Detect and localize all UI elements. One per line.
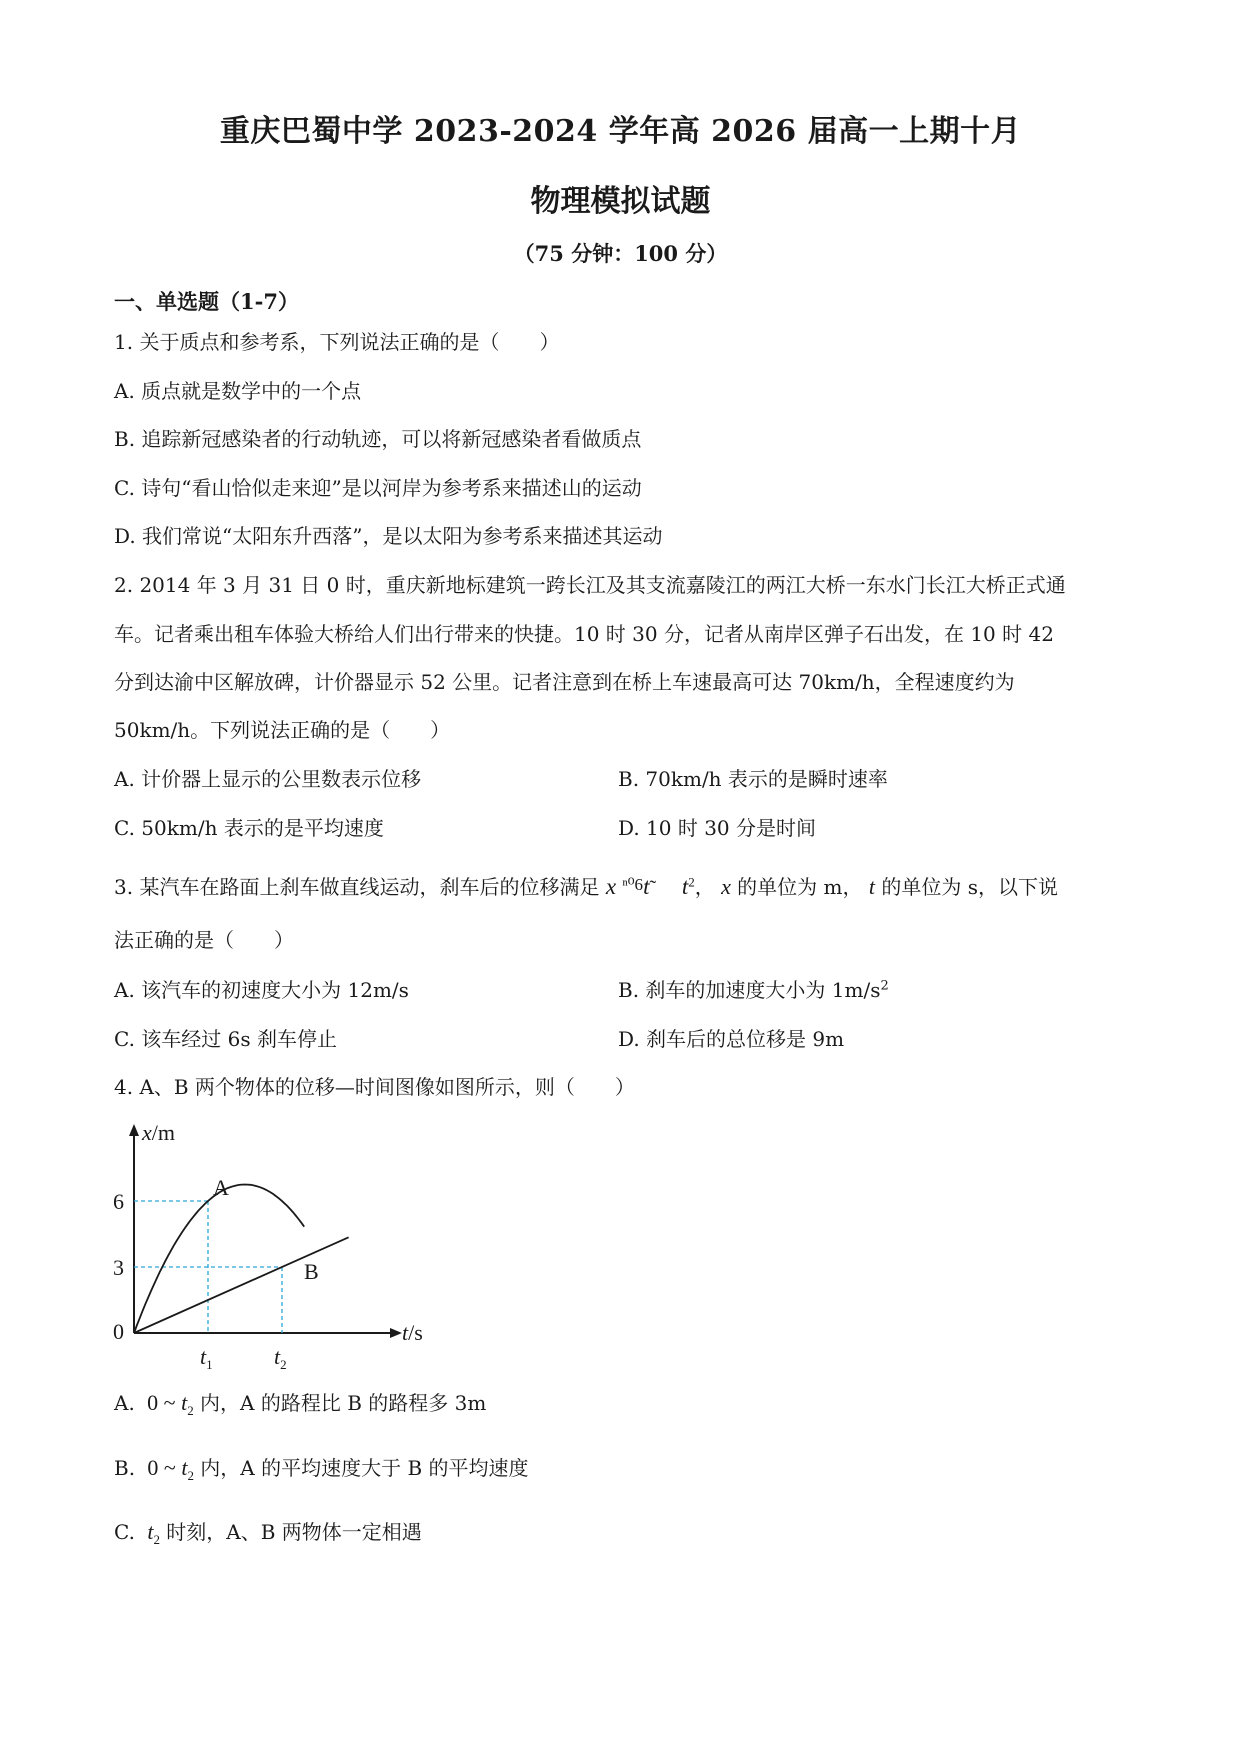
q3-option-b-text: B. 刹车的加速度大小为 1m/s	[618, 978, 881, 1002]
q1-option-d: D. 我们常说“太阳东升西落”，是以太阳为参考系来描述其运动	[114, 524, 663, 548]
q2-stem-line-2: 车。记者乘出租车体验大桥给人们出行带来的快捷。10 时 30 分，记者从南岸区弹子石出发，在 10 时 42	[114, 622, 1054, 646]
q3-option-b-exp: 2	[880, 978, 889, 994]
q2-stem-line-3: 分到达渝中区解放碑，计价器显示 52 公里。记者注意到在桥上车速最高可达 70km/h，全程速度约为	[114, 670, 1015, 694]
q4-option-c-var: t	[147, 1519, 154, 1544]
q2-stem-line-1: 2. 2014 年 3 月 31 日 0 时，重庆新地标建筑一跨长江及其支流嘉陵江的两江大桥一东水门长江大桥正式通	[114, 573, 1066, 597]
q1-option-a: A. 质点就是数学中的一个点	[114, 379, 362, 403]
q3-var-x: x	[721, 874, 731, 899]
q4-option-b-range: 0 ~	[147, 1455, 182, 1480]
y-axis-arrow	[129, 1124, 139, 1136]
q4-option-c-text: 时刻，A、B 两物体一定相遇	[159, 1520, 422, 1544]
q3-stem-line-1	[114, 873, 1058, 903]
q1-option-c: C. 诗句“看山恰似走来迎”是以河岸为参考系来描述山的运动	[114, 476, 642, 500]
q3-formula-x: x	[605, 874, 617, 899]
q4-option-a-label: A.	[114, 1391, 135, 1415]
origin-label: 0	[113, 1319, 124, 1344]
displacement-time-graph	[104, 1118, 444, 1378]
series-a-label: A	[213, 1175, 229, 1200]
q4-option-b-var: t	[181, 1455, 188, 1480]
q4-option-a-sub: 2	[187, 1403, 194, 1418]
exam-subject: 物理模拟试题	[530, 184, 711, 219]
q3-stem-mid1: ，	[694, 875, 715, 899]
series-b-label: B	[304, 1259, 319, 1284]
q3-stem-mid2: 的单位为 m，	[730, 875, 863, 899]
q2-option-b: B. 70km/h 表示的是瞬时速率	[618, 767, 888, 791]
q4-stem: 4. A、B 两个物体的位移—时间图像如图所示，则（ ）	[114, 1075, 635, 1099]
q4-option-c-sub: 2	[153, 1532, 160, 1547]
q3-stem-line-2: 法正确的是（ ）	[114, 928, 294, 952]
q4-option-a-range: 0 ~	[147, 1390, 182, 1415]
series-b-line	[134, 1237, 349, 1333]
graph-labels	[113, 1120, 423, 1372]
q1-option-b: B. 追踪新冠感染者的行动轨迹，可以将新冠感染者看做质点	[114, 427, 642, 451]
q3-formula-t: t	[643, 874, 650, 899]
y-tick-3: 3	[113, 1255, 124, 1280]
q3-var-t: t	[868, 874, 875, 899]
q3-formula-exp: 2	[688, 874, 695, 890]
q4-option-b-sub: 2	[187, 1468, 194, 1483]
x-axis-label: t/s	[402, 1320, 423, 1345]
q4-option-b-label: B.	[114, 1456, 136, 1480]
q3-stem-mid3: 的单位为 s，以下说	[875, 875, 1058, 899]
y-tick-6: 6	[113, 1189, 124, 1214]
x-axis-arrow	[390, 1328, 402, 1338]
q3-option-c: C. 该车经过 6s 刹车停止	[114, 1027, 338, 1051]
x-tick-t1: $t_1$	[200, 1344, 213, 1372]
exam-title: 重庆巴蜀中学 2023-2024 学年高 2026 届高一上期十月	[219, 114, 1022, 149]
q3-option-b	[618, 976, 889, 1004]
q3-option-d: D. 刹车后的总位移是 9m	[618, 1027, 845, 1051]
q3-option-a: A. 该汽车的初速度大小为 12m/s	[114, 978, 409, 1002]
q3-stem-prefix: 3. 某汽车在路面上刹车做直线运动，刹车后的位移满足	[114, 875, 600, 899]
q4-option-a-var: t	[181, 1390, 188, 1415]
q2-option-a: A. 计价器上显示的公里数表示位移	[114, 767, 422, 791]
graph-guides	[134, 1201, 282, 1333]
q2-stem-line-4: 50km/h。下列说法正确的是（ ）	[114, 718, 451, 742]
q3-formula-mid: ⁿ⁰6	[622, 875, 644, 894]
q3-formula-t2: t	[681, 874, 689, 899]
q2-option-d: D. 10 时 30 分是时间	[618, 816, 817, 840]
y-axis-label: x/m	[142, 1120, 175, 1145]
q4-option-b	[114, 1454, 529, 1482]
q4-option-b-text: 内，A 的平均速度大于 B 的平均速度	[193, 1456, 529, 1480]
q4-option-a	[114, 1389, 486, 1417]
q4-option-a-text: 内，A 的路程比 B 的路程多 3m	[193, 1391, 487, 1415]
graph-axes	[129, 1124, 402, 1338]
q1-stem: 1. 关于质点和参考系，下列说法正确的是（ ）	[114, 330, 560, 354]
section-heading: 一、单选题（1-7）	[114, 289, 299, 314]
x-tick-t2: $t_2$	[274, 1344, 287, 1372]
q2-option-c: C. 50km/h 表示的是平均速度	[114, 816, 384, 840]
q4-option-c	[114, 1518, 422, 1546]
series-a-curve	[134, 1185, 304, 1334]
exam-duration: （75 分钟：100 分）	[513, 241, 728, 266]
q4-option-c-label: C.	[114, 1520, 135, 1544]
